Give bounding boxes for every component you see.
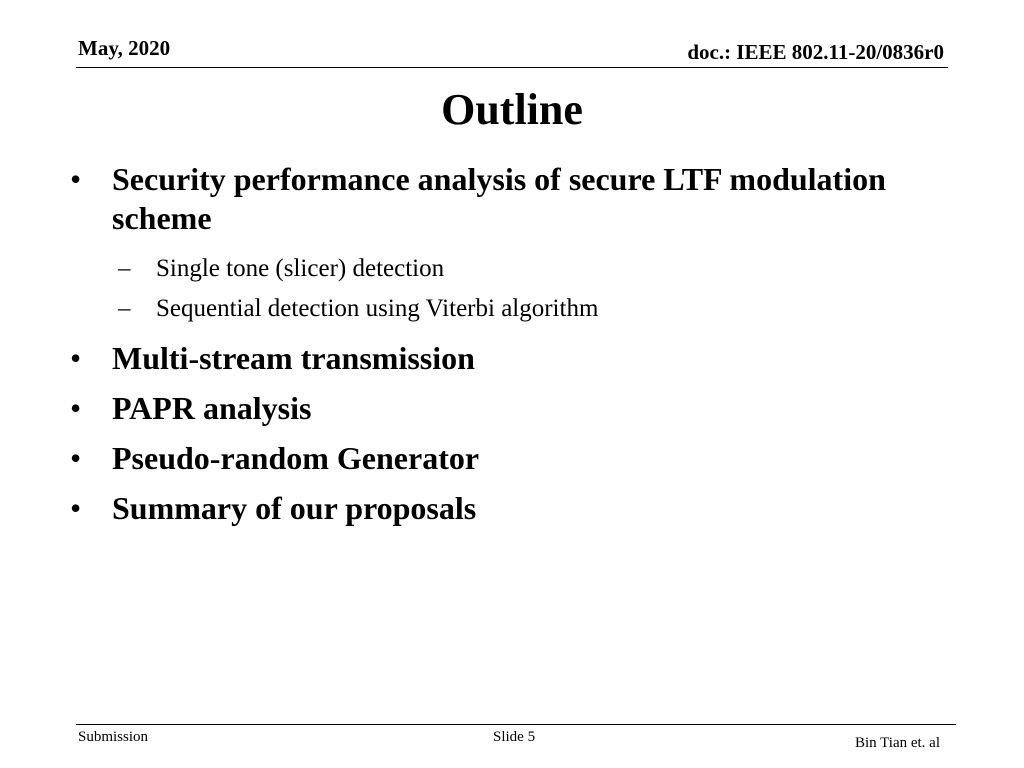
bullet-text: Summary of our proposals [112,490,477,526]
bullet-item [70,160,960,238]
sub-bullet-text: Sequential detection using Viterbi algorithm [156,295,599,322]
bullet-marker: • [70,440,82,476]
sub-bullet-item [70,249,960,289]
header-date: May, 2020 [78,36,171,60]
bullet-item [70,439,960,478]
header-divider [76,67,948,68]
slide-title: Outline [441,85,583,134]
bullet-marker: • [70,390,82,426]
footer-submission: Submission [78,729,149,745]
sub-bullet-text: Single tone (slicer) detection [156,255,445,282]
bullet-marker: • [70,340,82,376]
bullet-marker: • [70,490,82,526]
bullet-list [70,160,960,539]
header-doc-id: doc.: IEEE 802.11-20/0836r0 [687,40,944,64]
bullet-item [70,339,960,378]
sub-bullet-marker: – [118,255,131,282]
footer-divider [76,724,956,725]
bullet-item [70,489,960,528]
sub-bullet-list [70,249,960,329]
bullet-marker: • [70,161,82,197]
footer-author: Bin Tian et. al [854,735,940,751]
footer-slide-number: Slide 5 [493,729,536,745]
bullet-text: Multi-stream transmission [112,340,475,376]
sub-bullet-item [70,289,960,329]
bullet-text: Pseudo-random Generator [112,440,480,476]
sub-bullet-marker: – [118,295,131,322]
bullet-text: Security performance analysis of secure LTF modulation scheme [112,161,886,236]
bullet-item [70,389,960,428]
bullet-text: PAPR analysis [112,390,312,426]
